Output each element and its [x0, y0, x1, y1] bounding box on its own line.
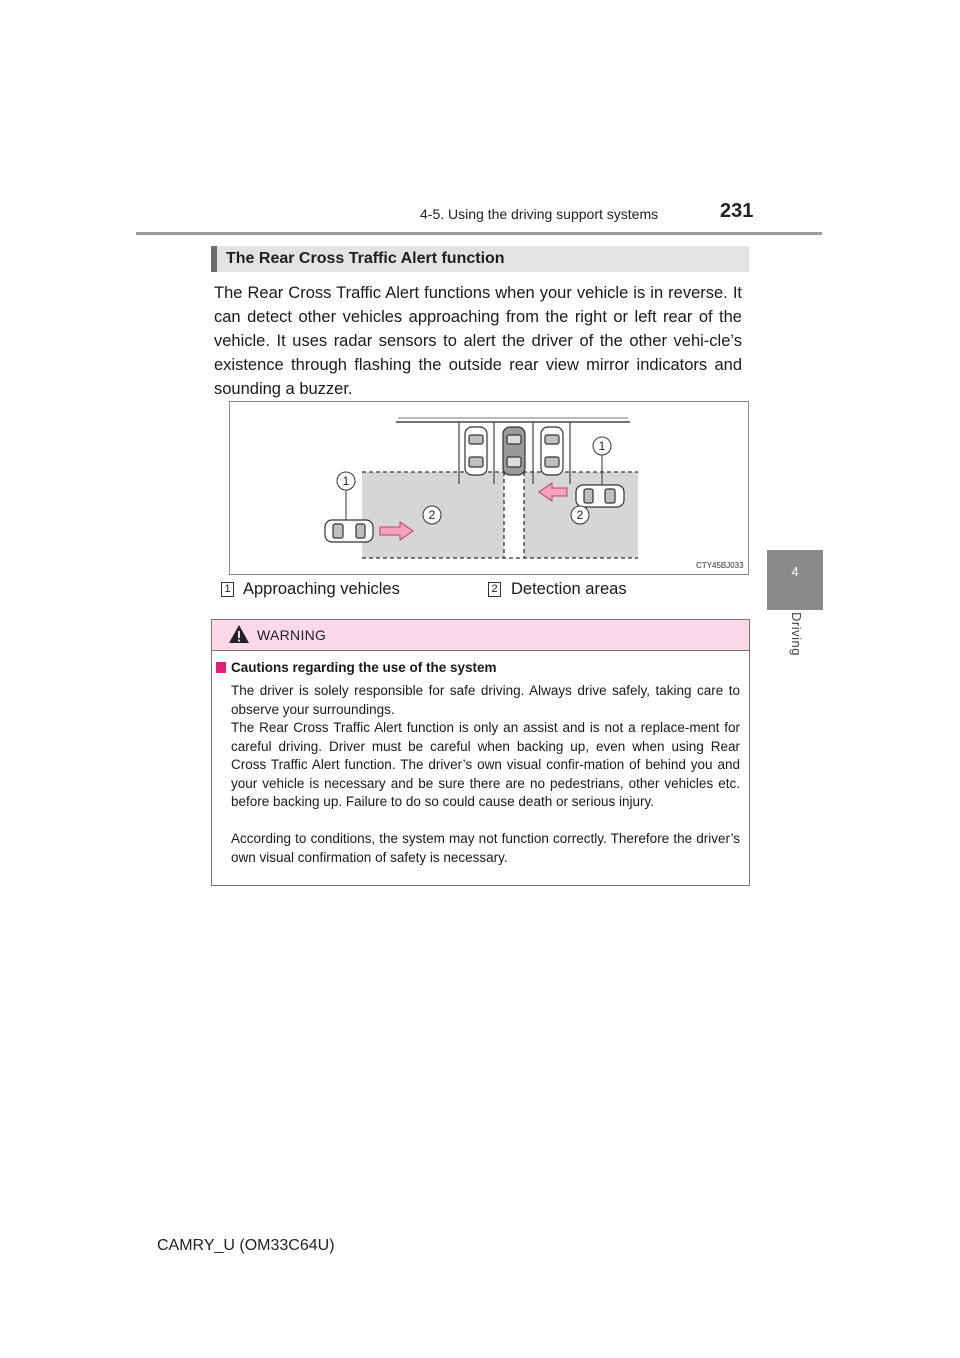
bullet-square-icon — [216, 662, 226, 673]
warning-paragraph-1: The driver is solely responsible for safe driving. Always drive safely, taking care to observe your surroundings. — [231, 683, 740, 717]
rcta-diagram — [230, 402, 748, 574]
warning-box — [211, 619, 750, 886]
legend-number-2: 2 — [488, 582, 501, 597]
callout-1-left-label: 1 — [342, 474, 350, 488]
callout-1-right-label: 1 — [598, 439, 606, 453]
footer-model-code: CAMRY_U (OM33C64U) — [157, 1237, 335, 1254]
section-heading-text: The Rear Cross Traffic Alert function — [226, 250, 505, 267]
chapter-tab-label: Driving — [789, 612, 804, 656]
warning-triangle-icon — [228, 624, 250, 644]
warning-paragraph-3: According to conditions, the system may not function correctly. Therefore the driver’s own visual confirmation of safety is necessary. — [231, 831, 740, 865]
callout-2-left-label: 2 — [428, 508, 436, 522]
warning-title: WARNING — [257, 627, 327, 643]
parked-car-2 — [503, 427, 525, 475]
header-rule — [136, 232, 822, 235]
legend-label-1: Approaching vehicles — [243, 580, 400, 598]
parked-car-1 — [465, 427, 487, 475]
legend-number-1: 1 — [221, 582, 234, 597]
callout-2-right-label: 2 — [576, 508, 584, 522]
approaching-vehicle-left — [325, 520, 373, 542]
parked-car-3 — [541, 427, 563, 475]
chapter-tab — [767, 550, 823, 610]
section-heading — [211, 246, 749, 272]
warning-header — [212, 620, 749, 651]
chapter-tab-number: 4 — [791, 564, 799, 579]
approaching-vehicle-right — [576, 485, 624, 507]
warning-paragraph-2: The Rear Cross Traffic Alert function is only an assist and is not a replace-ment for careful driving. Driver must be careful when backing up, even when using Rear Cross Traffic Alert function. The driver’s own visual confir-mation of behind you and your vehicle is necessary and be sure there are no pedestrians, other vehicles etc. before backing up. Failure to do so could cause death or serious injury. — [231, 720, 740, 809]
warning-subheading: Cautions regarding the use of the system — [231, 660, 497, 675]
legend-label-2: Detection areas — [511, 580, 627, 598]
body-paragraph: The Rear Cross Traffic Alert functions when your vehicle is in reverse. It can detect other vehicles approaching from the right or left rear of the vehicle. It uses radar sensors to alert the driver of the other vehi-cle’s existence through flashing the outside rear view mirror indicators and sounding a buzzer. — [214, 284, 742, 398]
running-header-section: 4-5. Using the driving support systems — [420, 206, 659, 222]
rcta-illustration — [229, 401, 749, 575]
figure-code: CTY45BJ033 — [696, 561, 744, 570]
page-number: 231 — [720, 200, 754, 222]
